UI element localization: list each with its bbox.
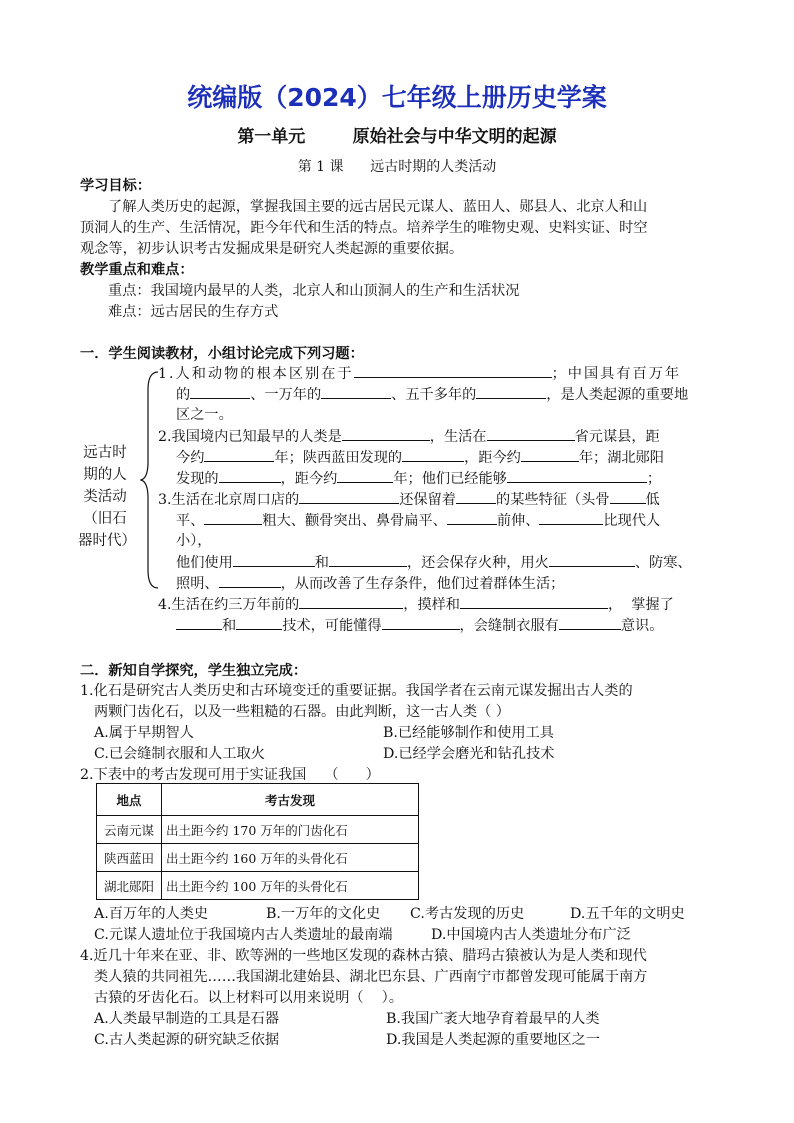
goals-text-line: 了解人类历史的起源，掌握我国主要的远古居民元谋人、蓝田人、郧县人、北京人和山 (108, 199, 648, 215)
focus-heading: 教学重点和难点： (80, 262, 194, 278)
focus-difficulty: 难点：远古居民的生存方式 (108, 304, 279, 320)
mc-question-1-stem: 两颗门齿化石，以及一些粗糙的石器。由此判断，这一古人类（ ） (94, 704, 510, 720)
answer-blank[interactable] (233, 552, 315, 567)
option-d[interactable]: D.已经学会磨光和钻孔技术 (383, 746, 555, 762)
answer-blank[interactable] (190, 384, 250, 399)
document-title: 统编版（2024）七年级上册历史学案 (187, 83, 607, 112)
fill-question-2-line2: 今约 年；陕西蓝田发现的 ，距今约 年；湖北郧阳 (176, 447, 664, 468)
table-cell: 云南元谋 (97, 816, 162, 844)
option-b[interactable]: B.我国广袤大地孕育着最早的人类 (386, 1011, 600, 1027)
table-header-cell: 地点 (97, 784, 162, 816)
answer-blank[interactable] (382, 615, 460, 630)
fill-question-3-line4: 他们使用 和 ，还会保存火种，用火 、防寒、 (176, 552, 692, 573)
answer-blank[interactable] (460, 594, 608, 609)
answer-blank[interactable] (549, 552, 635, 567)
mc-question-4-stem: 古猿的牙齿化石。以上材料可以用来说明（ ）。 (94, 990, 403, 1006)
option-d[interactable]: D.中国境内古人类遗址分布广泛 (431, 927, 631, 943)
fill-question-2: 2.我国境内已知最早的人类是 ，生活在 省元谋县，距 (158, 426, 660, 447)
mc-question-4-stem: 类人猿的共同祖先……我国湖北建始县、湖北巴东县、广西南宁市都曾发现可能属于南方 (94, 969, 648, 985)
answer-blank[interactable] (329, 552, 407, 567)
answer-blank[interactable] (299, 594, 403, 609)
answer-blank[interactable] (456, 489, 496, 504)
answer-blank[interactable] (476, 384, 546, 399)
option-c[interactable]: C.古人类起源的研究缺乏依据 (94, 1032, 280, 1048)
goals-text-line: 观念等，初步认识考古发掘成果是研究人类起源的重要依据。 (80, 241, 464, 257)
answer-blank[interactable] (204, 510, 262, 525)
answer-blank[interactable] (447, 510, 497, 525)
unit-title: 第一单元 原始社会与中华文明的起源 (237, 127, 557, 147)
answer-blank[interactable] (219, 573, 281, 588)
focus-key: 重点：我国境内最早的人类，北京人和山顶洞人的生产和生活状况 (108, 283, 520, 299)
fill-question-4-line2: 和 技术，可能懂得 ，会缝制衣服有 意识。 (176, 615, 663, 636)
answer-blank[interactable] (204, 447, 274, 462)
answer-blank[interactable] (337, 468, 393, 483)
table-cell: 湖北郧阳 (97, 872, 162, 900)
option-a[interactable]: A.人类最早制造的工具是石器 (94, 1011, 280, 1027)
curly-brace-icon (140, 370, 162, 590)
fill-question-3: 3.生活在北京周口店的 还保留着 的某些特征（头骨 低 (158, 489, 660, 510)
answer-blank[interactable] (610, 489, 646, 504)
table-row (97, 872, 419, 900)
table-header-cell: 考古发现 (162, 784, 419, 816)
table-row (97, 844, 419, 872)
goals-heading: 学习目标： (80, 178, 151, 194)
fill-question-2-line3: 发现的 ，距今约 年；他们已经能够 ； (176, 468, 661, 489)
table-row (97, 816, 419, 844)
answer-blank[interactable] (507, 468, 647, 483)
option-a[interactable]: A.属于早期智人 (94, 725, 194, 741)
answer-blank[interactable] (342, 426, 430, 441)
table-cell: 陕西蓝田 (97, 844, 162, 872)
answer-blank[interactable] (299, 489, 399, 504)
fill-question-1: 1.人和动物的根本区别在于 ；中国具有百万年 (158, 363, 681, 384)
answer-blank[interactable] (559, 615, 621, 630)
answer-blank[interactable] (219, 468, 281, 483)
table-cell: 出土距今约 160 万年的头骨化石 (162, 844, 419, 872)
fill-question-1-line2: 的 、一万年的 、五千多年的 ，是人类起源的重要地 (176, 384, 688, 405)
option-c[interactable]: C.已会缝制衣服和人工取火 (94, 746, 265, 762)
option-b[interactable]: B.一万年的文化史 (266, 906, 381, 922)
option-c[interactable]: C.考古发现的历史 (410, 906, 525, 922)
goals-text-line: 顶洞人的生产、生活情况，距今年代和生活的特点。培养学生的唯物史观、史料实证、时空 (80, 220, 648, 236)
table-cell: 出土距今约 100 万年的头骨化石 (162, 872, 419, 900)
table-header-row (97, 784, 419, 816)
fill-question-3-line2: 平、 粗大、颧骨突出、鼻骨扁平、 前伸、 比现代人 (176, 510, 660, 531)
answer-blank[interactable] (402, 447, 464, 462)
side-label: 远古时期的人类活动（旧石器时代） (78, 445, 136, 549)
option-c[interactable]: C.元谋人遗址位于我国境内古人类遗址的最南端 (94, 927, 393, 943)
lesson-title: 第 1 课 远古时期的人类活动 (297, 159, 497, 175)
mc-question-2-stem: 2.下表中的考古发现可用于实证我国 （ ） (80, 767, 380, 783)
option-b[interactable]: B.已经能够制作和使用工具 (383, 725, 554, 741)
mc-question-4-stem: 4.近几十年来在亚、非、欧等洲的一些地区发现的森林古猿、腊玛古猿被认为是人类和现代 (80, 948, 647, 964)
answer-blank[interactable] (176, 615, 222, 630)
fill-question-3-line3: 小）， (176, 533, 212, 549)
section2-heading: 二．新知自学探究，学生独立完成： (80, 663, 308, 679)
answer-blank[interactable] (521, 447, 579, 462)
answer-blank[interactable] (539, 510, 603, 525)
archaeology-table (96, 783, 419, 900)
table-cell: 出土距今约 170 万年的门齿化石 (162, 816, 419, 844)
fill-question-3-line5: 照明、 ，从而改善了生存条件，他们过着群体生活； (176, 573, 564, 594)
fill-question-4: 4.生活在约三万年前的 ，摸样和 ， 掌握了 (158, 594, 674, 615)
option-a[interactable]: A.百万年的人类史 (94, 906, 209, 922)
answer-blank[interactable] (354, 363, 552, 378)
fill-question-1-line3: 区之一。 (176, 407, 233, 423)
answer-blank[interactable] (236, 615, 282, 630)
section1-heading: 一．学生阅读教材，小组讨论完成下列习题： (80, 346, 364, 362)
answer-blank[interactable] (487, 426, 575, 441)
answer-blank[interactable] (321, 384, 391, 399)
mc-question-1-stem: 1.化石是研究古人类历史和古环境变迁的重要证据。我国学者在云南元谋发掘出古人类的 (80, 683, 633, 699)
option-d[interactable]: D.五千年的文明史 (570, 906, 685, 922)
option-d[interactable]: D.我国是人类起源的重要地区之一 (386, 1032, 601, 1048)
